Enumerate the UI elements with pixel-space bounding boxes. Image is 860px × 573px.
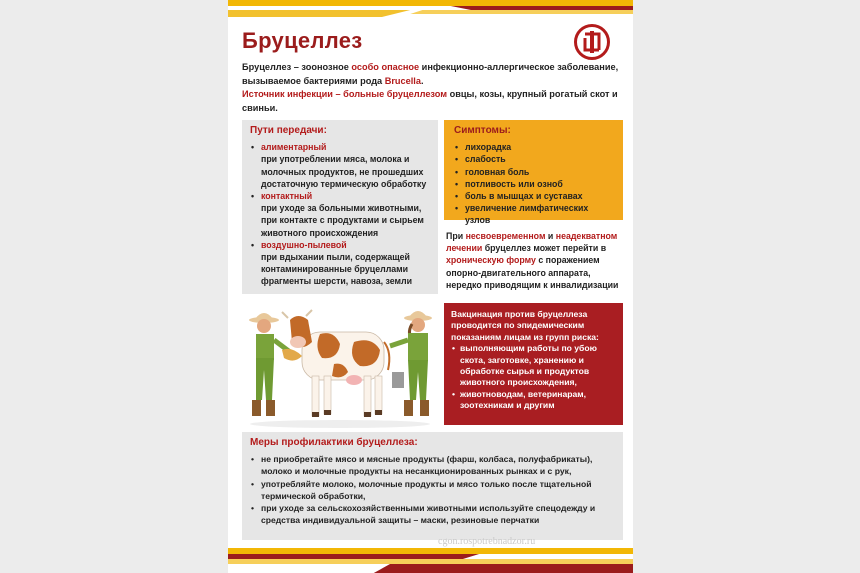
page-title: Бруцеллез [242, 28, 363, 53]
bottom-stripe-red-2 [228, 564, 633, 573]
watermark: cgon.rospotrebnadzor.ru [438, 536, 536, 547]
list-item: • воздушно-пылевой при вдыхании пыли, содержащей контаминированные бруцеллами фрагменты шерсти, навоза, земли [250, 239, 430, 288]
poster [228, 0, 633, 573]
prevention-panel [242, 432, 623, 540]
transmission-title: Пути передачи: [250, 125, 327, 136]
vaccination-intro: Вакцинация против бруцеллеза проводится по эпидемическим показаниям лицам из групп риска: [451, 309, 599, 342]
list-item: • головная боль [454, 166, 613, 178]
bottom-stripe-yellow [228, 548, 633, 554]
list-item: • алиментарный при употреблении мяса, молока и молочных продуктов, не прошедших достаточную термическую обработку [250, 141, 430, 190]
farmer-right-icon [390, 311, 432, 416]
list-item: • выполняющим работы по убою скота, заготовке, хранению и обработке сырья и продуктов животного происхождения, [451, 343, 616, 389]
chronic-form-text: При несвоевременном и неадекватном лечении бруцеллез может перейти в хроническую форму с поражением опорно-двигательного аппарата, нередко приводящим к инвалидизации [446, 231, 619, 290]
farmers-with-cow-illustration [242, 302, 438, 430]
symptoms-panel [444, 120, 623, 226]
bottom-stripe-yellow-2 [228, 559, 633, 564]
symptoms-list [454, 141, 613, 226]
list-item: • не приобретайте мясо и мясные продукты (фарш, колбаса, полуфабрикаты), молоко и молочные продукты на несанкционированных рынках и с рук, [250, 453, 615, 477]
intro-paragraph-2: Источник инфекции – больные бруцеллезом овцы, козы, крупный рогатый скот и свиньи. [242, 89, 618, 113]
list-item: • лихорадка [454, 141, 613, 153]
list-item: • животноводам, ветеринарам, зоотехникам и другим [451, 389, 616, 412]
prevention-title: Меры профилактики бруцеллеза: [250, 437, 418, 448]
rospotrebnadzor-logo-icon [574, 24, 610, 60]
list-item: • употребляйте молоко, молочные продукты и мясо только после тщательной термической обработки, [250, 478, 615, 502]
list-item: • увеличение лимфатических узлов [454, 202, 613, 226]
transmission-panel [242, 120, 438, 294]
intro-text [242, 61, 624, 115]
intro-paragraph-1: Бруцеллез – зоонозное особо опасное инфекционно-аллергическое заболевание, вызываемое бактериями рода Brucella. [242, 62, 619, 86]
prevention-list [250, 453, 615, 526]
top-stripe-yellow [228, 0, 633, 6]
list-item: • потливость или озноб [454, 178, 613, 190]
list-item: • слабость [454, 153, 613, 165]
list-item: • контактный при уходе за больными животными, при контакте с продуктами и сырьем животного происхождения [250, 190, 430, 239]
vaccination-panel [444, 303, 623, 425]
transmission-list [250, 141, 430, 287]
vaccination-list [451, 343, 616, 411]
cow-icon [282, 310, 389, 417]
symptoms-title: Симптомы: [454, 125, 511, 136]
list-item: • боль в мышцах и суставах [454, 190, 613, 202]
top-stripe-red [228, 6, 633, 10]
list-item: • при уходе за сельскохозяйственными животными используйте спецодежду и средства индивидуальной защиты – маски, резиновые перчатки [250, 502, 615, 526]
